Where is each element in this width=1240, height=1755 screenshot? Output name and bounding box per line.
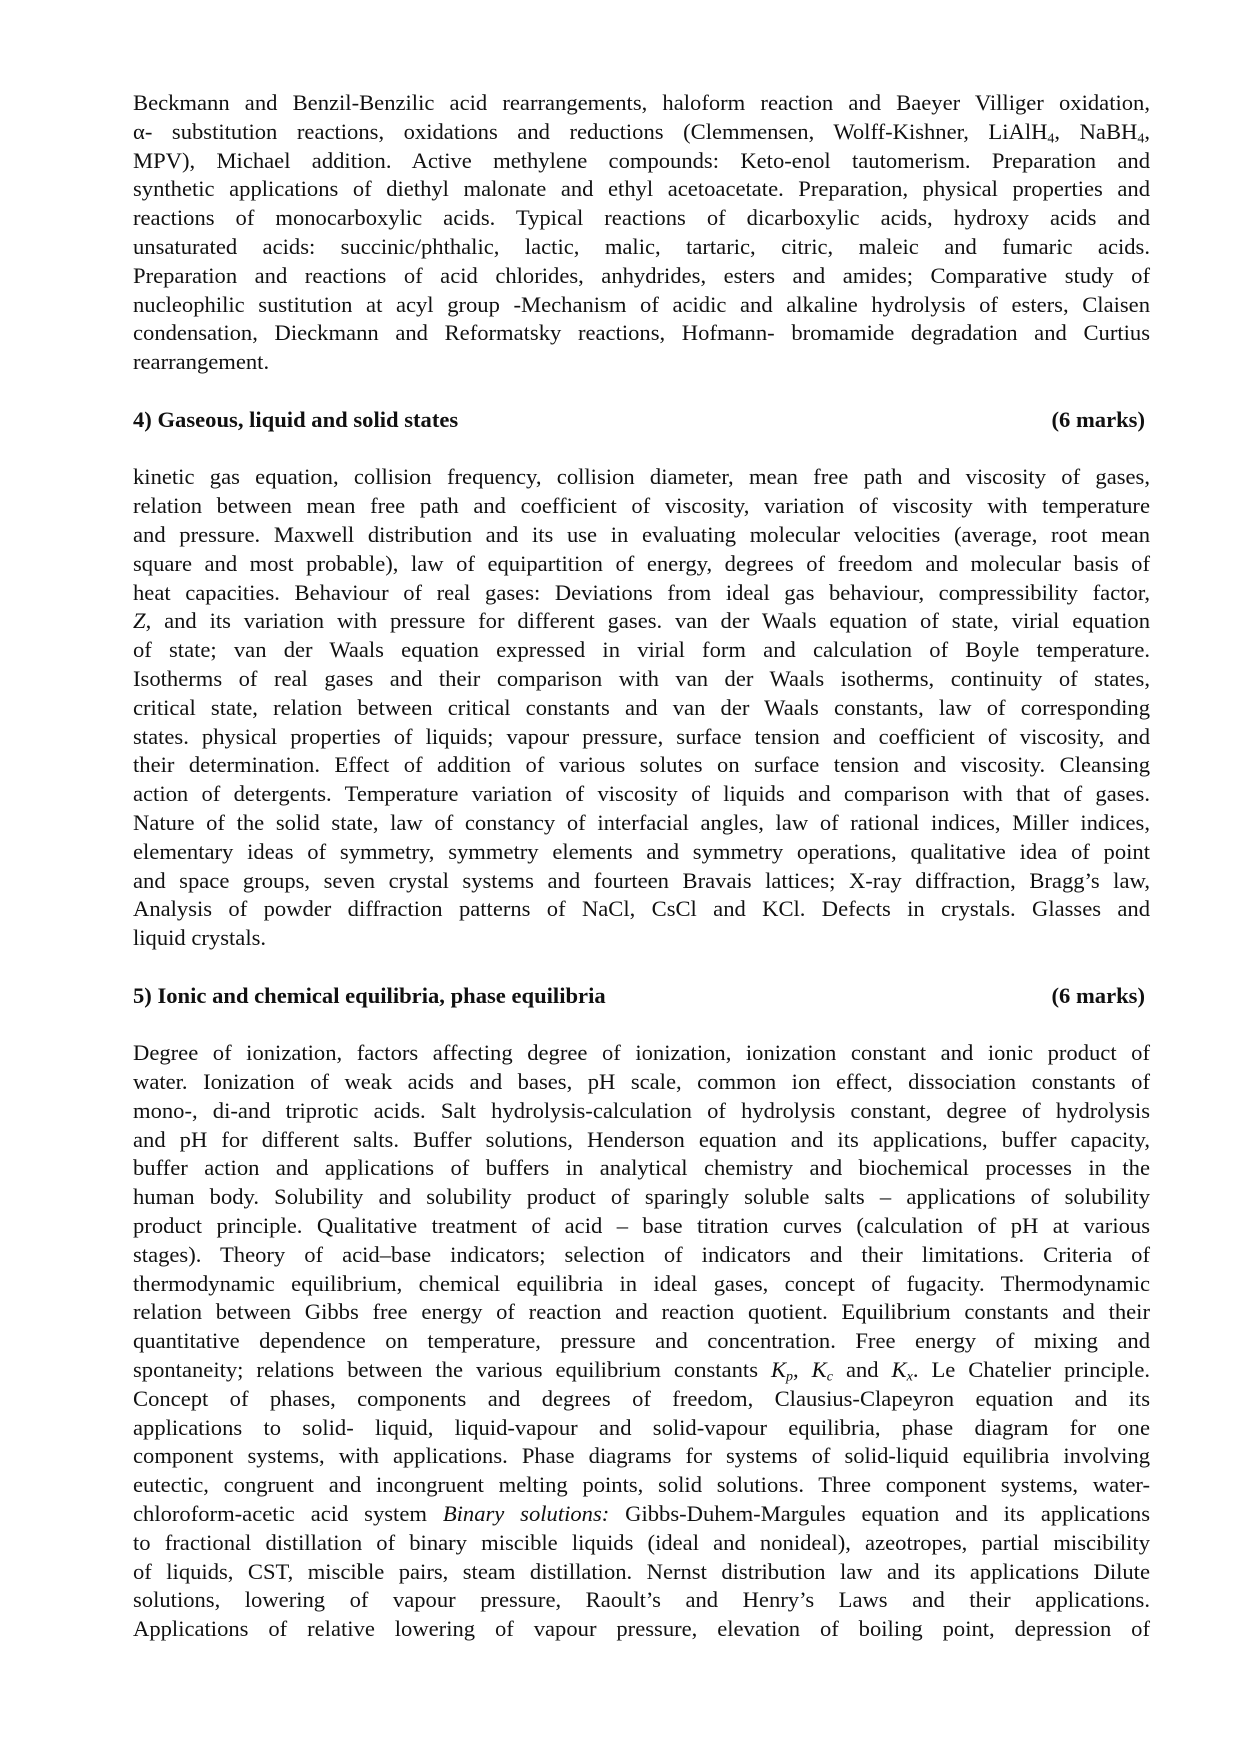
text-run: component systems, with applications. Phase diagrams for systems of solid-liquid equilibria involving xyxy=(133,1443,1150,1469)
text-run: water. Ionization of weak acids and bases, pH scale, common ion effect, dissociation constants of xyxy=(133,1069,1150,1095)
text-line xyxy=(133,89,1150,118)
text-line xyxy=(133,867,1150,896)
text-run: and space groups, seven crystal systems and fourteen Bravais lattices; X-ray diffraction, Bragg’s law, xyxy=(133,867,1150,893)
text-line xyxy=(133,147,1150,176)
text-line xyxy=(133,723,1150,752)
text-line xyxy=(133,1126,1150,1155)
section-5-heading xyxy=(133,982,1150,1011)
text-line xyxy=(133,1241,1150,1270)
formatted-run: K xyxy=(891,1357,907,1383)
text-line xyxy=(133,204,1150,233)
text-line xyxy=(133,1327,1150,1356)
text-run: eutectic, congruent and incongruent melting points, solid solutions. Three component systems, water- xyxy=(133,1472,1150,1498)
text-run: Nature of the solid state, law of constancy of interfacial angles, law of rational indices, Miller indices, xyxy=(133,809,1150,835)
text-run: and pH for different salts. Buffer solutions, Henderson equation and its applications, buffer capacity, xyxy=(133,1126,1150,1152)
text-run: α- substitution reactions, oxidations and reductions (Clemmensen, Wolff-Kishner, LiAlH xyxy=(133,118,1048,144)
text-line xyxy=(133,1298,1150,1327)
formatted-run: K xyxy=(770,1357,787,1383)
formatted-run: Z xyxy=(133,608,146,634)
text-line xyxy=(133,1529,1150,1558)
text-run: product principle. Qualitative treatment of acid – base titration curves (calculation of pH at various xyxy=(133,1213,1150,1239)
text-run: to fractional distillation of binary miscible liquids (ideal and nonideal), azeotropes, partial miscibility xyxy=(133,1529,1150,1555)
text-run: , xyxy=(793,1357,812,1383)
text-line xyxy=(133,838,1150,867)
text-run: Analysis of powder diffraction patterns of NaCl, CsCl and KCl. Defects in crystals. Glasses and xyxy=(133,896,1150,922)
text-run: buffer action and applications of buffers in analytical chemistry and biochemical processes in the xyxy=(133,1155,1150,1181)
text-line xyxy=(133,550,1150,579)
text-run: quantitative dependence on temperature, pressure and concentration. Free energy of mixing and xyxy=(133,1328,1150,1354)
text-run: liquid crystals. xyxy=(133,925,267,951)
text-run: of state; van der Waals equation expressed in virial form and calculation of Boyle temperature. xyxy=(133,637,1150,663)
text-run: relation between mean free path and coefficient of viscosity, variation of viscosity with temperature xyxy=(133,493,1150,519)
text-line xyxy=(133,319,1150,348)
text-run: elementary ideas of symmetry, symmetry elements and symmetry operations, qualitative idea of point xyxy=(133,838,1150,864)
text-line xyxy=(133,291,1150,320)
text-line xyxy=(133,1270,1150,1299)
text-run: solutions, lowering of vapour pressure, Raoult’s and Henry’s Laws and their applications. xyxy=(133,1587,1150,1613)
text-run: and xyxy=(832,1357,892,1383)
formatted-run: Binary solutions: xyxy=(442,1501,610,1527)
text-run: condensation, Dieckmann and Reformatsky reactions, Hofmann- bromamide degradation and Curtius xyxy=(133,320,1150,346)
text-run: states. physical properties of liquids; vapour pressure, surface tension and coefficient of viscosity, and xyxy=(133,723,1150,749)
text-run: kinetic gas equation, collision frequency, collision diameter, mean free path and viscosity of gases, xyxy=(133,464,1150,490)
text-line xyxy=(133,348,1150,377)
section-4-heading xyxy=(133,406,1150,435)
text-line xyxy=(133,1154,1150,1183)
paragraph-section-4 xyxy=(133,463,1150,953)
text-run: human body. Solubility and solubility product of sparingly soluble salts – applications of solubility xyxy=(133,1184,1150,1210)
formatted-run: c xyxy=(826,1369,833,1385)
text-run: their determination. Effect of addition of various solutes on surface tension and viscosity. Cleansing xyxy=(133,752,1150,778)
text-run: Preparation and reactions of acid chlorides, anhydrides, esters and amides; Comparative study of xyxy=(133,262,1150,288)
text-line xyxy=(133,521,1150,550)
text-run: Beckmann and Benzil-Benzilic acid rearrangements, haloform reaction and Baeyer Villiger oxidation, xyxy=(133,90,1150,115)
section-title: 4) Gaseous, liquid and solid states xyxy=(133,406,459,432)
text-run: critical state, relation between critical constants and van der Waals constants, law of corresponding xyxy=(133,694,1150,720)
paragraph-organic-reactions-continued xyxy=(133,89,1150,377)
text-run: heat capacities. Behaviour of real gases: Deviations from ideal gas behaviour, compressibility factor, xyxy=(133,579,1150,605)
text-run: relation between Gibbs free energy of reaction and reaction quotient. Equilibrium constants and their xyxy=(133,1299,1150,1325)
text-line xyxy=(133,694,1150,723)
text-run: action of detergents. Temperature variation of viscosity of liquids and comparison with that of gases. xyxy=(133,781,1150,807)
text-line xyxy=(133,1068,1150,1097)
text-line xyxy=(133,1356,1150,1385)
text-run: , and its variation with pressure for different gases. van der Waals equation of state, virial equation xyxy=(145,608,1150,634)
text-run: synthetic applications of diethyl malonate and ethyl acetoacetate. Preparation, physical properties and xyxy=(133,176,1150,202)
text-line xyxy=(133,175,1150,204)
text-run: , xyxy=(1144,118,1150,144)
text-run: nucleophilic sustitution at acyl group -Mechanism of acidic and alkaline hydrolysis of esters, Claisen xyxy=(133,291,1150,317)
text-run: chloroform-acetic acid system xyxy=(133,1501,443,1527)
text-line xyxy=(133,1039,1150,1068)
paragraph-section-5 xyxy=(133,1039,1150,1644)
text-run: rearrangement. xyxy=(133,349,270,375)
text-line xyxy=(133,233,1150,262)
text-run: of liquids, CST, miscible pairs, steam distillation. Nernst distribution law and its applications Dilute xyxy=(133,1558,1150,1584)
text-line xyxy=(133,665,1150,694)
text-run: and pressure. Maxwell distribution and its use in evaluating molecular velocities (average, root mean xyxy=(133,521,1150,547)
text-line xyxy=(133,463,1150,492)
text-line xyxy=(133,579,1150,608)
text-line xyxy=(133,262,1150,291)
section-marks: (6 marks) xyxy=(1051,406,1145,432)
text-line xyxy=(133,1558,1150,1587)
text-line xyxy=(133,1500,1150,1529)
text-line xyxy=(133,895,1150,924)
text-line xyxy=(133,809,1150,838)
text-run: spontaneity; relations between the various equilibrium constants xyxy=(133,1357,771,1383)
text-run: mono-, di-and triprotic acids. Salt hydrolysis-calculation of hydrolysis constant, degree of hydrolysis xyxy=(133,1097,1150,1123)
text-line xyxy=(133,780,1150,809)
text-line xyxy=(133,607,1150,636)
text-run: . Le Chatelier principle. xyxy=(912,1357,1151,1383)
text-line xyxy=(133,1212,1150,1241)
formatted-run: x xyxy=(906,1369,913,1385)
text-line xyxy=(133,1414,1150,1443)
text-line xyxy=(133,118,1150,147)
text-run: , NaBH xyxy=(1054,118,1138,144)
text-line xyxy=(133,492,1150,521)
text-run: Isotherms of real gases and their comparison with van der Waals isotherms, continuity of states, xyxy=(133,665,1150,691)
formatted-run: 4 xyxy=(1047,131,1055,147)
text-run: thermodynamic equilibrium, chemical equilibria in ideal gases, concept of fugacity. Thermodynamic xyxy=(133,1270,1150,1296)
text-line xyxy=(133,1471,1150,1500)
text-run: Concept of phases, components and degrees of freedom, Clausius-Clapeyron equation and its xyxy=(133,1385,1150,1411)
text-line xyxy=(133,1385,1150,1414)
formatted-run: K xyxy=(811,1357,827,1383)
text-run: unsaturated acids: succinic/phthalic, lactic, malic, tartaric, citric, maleic and fumaric acids. xyxy=(133,233,1150,259)
text-line xyxy=(133,636,1150,665)
text-line xyxy=(133,1442,1150,1471)
formatted-run: p xyxy=(786,1369,794,1385)
text-run: MPV), Michael addition. Active methylene compounds: Keto-enol tautomerism. Preparation and xyxy=(133,147,1150,173)
section-title: 5) Ionic and chemical equilibria, phase equilibria xyxy=(133,982,606,1008)
text-run: stages). Theory of acid–base indicators; selection of indicators and their limitations. Criteria of xyxy=(133,1241,1150,1267)
text-run: Gibbs-Duhem-Margules equation and its applications xyxy=(609,1501,1150,1527)
section-marks: (6 marks) xyxy=(1051,982,1145,1008)
text-run: reactions of monocarboxylic acids. Typical reactions of dicarboxylic acids, hydroxy acids and xyxy=(133,205,1150,231)
text-line xyxy=(133,751,1150,780)
document-page xyxy=(133,89,1150,1673)
text-run: applications to solid- liquid, liquid-vapour and solid-vapour equilibria, phase diagram for one xyxy=(133,1414,1150,1440)
text-run: Degree of ionization, factors affecting degree of ionization, ionization constant and ionic product of xyxy=(133,1040,1150,1066)
text-run: square and most probable), law of equipartition of energy, degrees of freedom and molecular basis of xyxy=(133,550,1150,576)
text-line xyxy=(133,1183,1150,1212)
text-line xyxy=(133,1615,1150,1644)
text-run: Applications of relative lowering of vapour pressure, elevation of boiling point, depression of xyxy=(133,1616,1150,1642)
formatted-run: 4 xyxy=(1137,131,1145,147)
text-line xyxy=(133,1097,1150,1126)
text-line xyxy=(133,1586,1150,1615)
text-line xyxy=(133,924,1150,953)
